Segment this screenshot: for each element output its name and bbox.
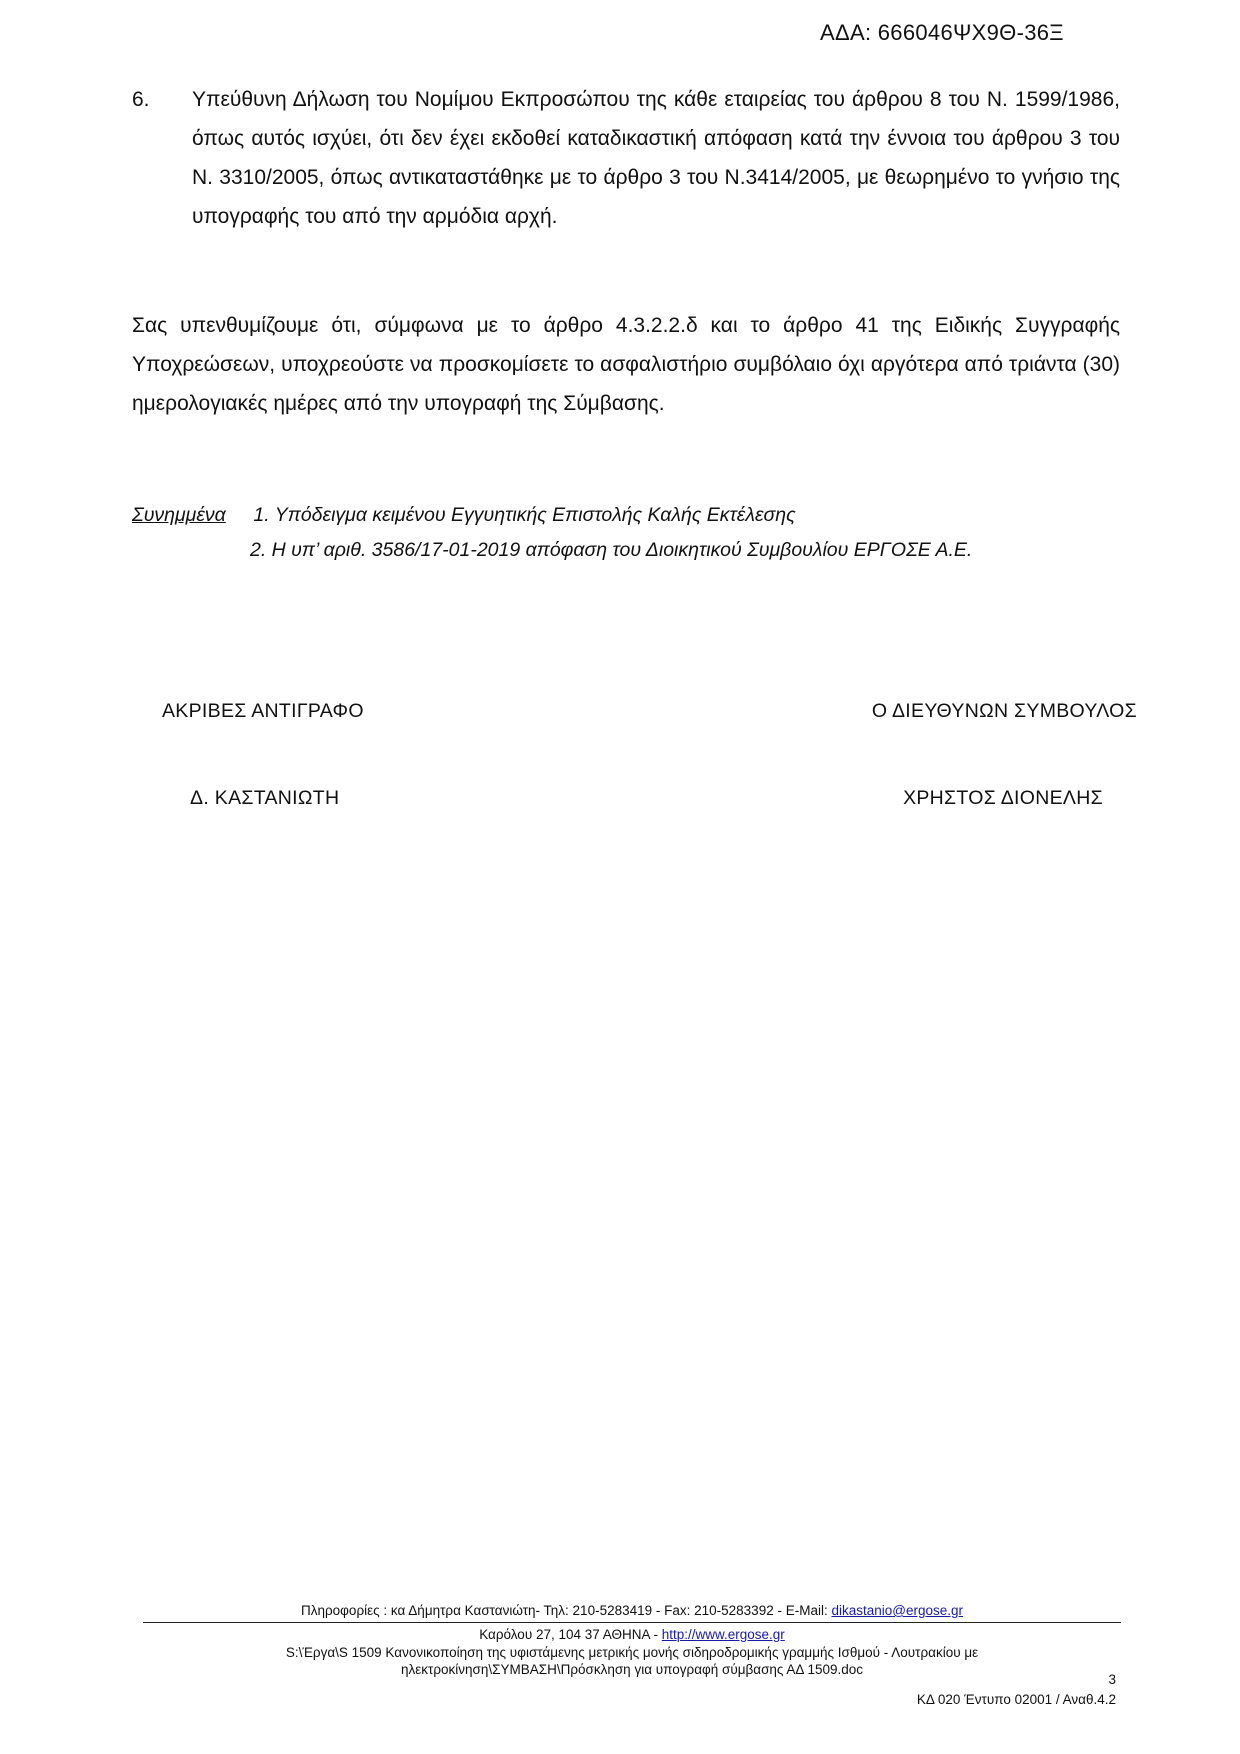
footer-address-line (143, 1626, 1121, 1643)
website-link[interactable]: http://www.ergose.gr (661, 1627, 785, 1642)
item-number: 6. (132, 88, 150, 111)
email-link[interactable]: dikastanio@ergose.gr (831, 1603, 963, 1618)
footer-divider (143, 1622, 1121, 1623)
attachment-item-1: 1. Υπόδειγμα κειμένου Εγγυητικής Επιστολής Καλής Εκτέλεσης (253, 504, 796, 526)
attachments-label: Συνημμένα (132, 504, 226, 526)
attachment-item-2: 2. Η υπ’ αριθ. 3586/17-01-2019 απόφαση του Διοικητικού Συμβουλίου ΕΡΓΟΣΕ Α.Ε. (250, 539, 973, 561)
form-code: ΚΔ 020 Έντυπο 02001 / Αναθ.4.2 (916, 1692, 1116, 1707)
numbered-item-6 (132, 80, 1120, 236)
attachments-block (132, 498, 972, 568)
footer-info-text: Πληροφορίες : κα Δήμητρα Καστανιώτη- Τηλ: 210-5283419 - Fax: 210-5283392 - E-Mail: (300, 1603, 832, 1618)
signature-left-name: Δ. ΚΑΣΤΑΝΙΩΤΗ (190, 787, 340, 809)
reminder-paragraph: Σας υπενθυμίζουμε ότι, σύμφωνα με το άρθρο 4.3.2.2.δ και το άρθρο 41 της Ειδικής Συγγραφής Υποχρεώσεων, υποχρεούστε να προσκομίσετε το ασφαλιστήριο συμβόλαιο όχι αργότερα από τριάντα (30) ημερολογιακές ημέρες από την υπογραφή της Σύμβασης. (132, 314, 1120, 415)
signature-left-title: ΑΚΡΙΒΕΣ ΑΝΤΙΓΡΑΦΟ (162, 700, 364, 722)
item-text: Υπεύθυνη Δήλωση του Νομίμου Εκπροσώπου της κάθε εταιρείας του άρθρου 8 του Ν. 1599/1986, όπως αυτός ισχύει, ότι δεν έχει εκδοθεί καταδικαστική απόφαση κατά την έννοια του άρθρου 3 του Ν. 3310/2005, όπως αντικαταστάθηκε με το άρθρο 3 του Ν.3414/2005, με θεωρημένο το γνήσιο της υπογραφής του από την αρμόδια αρχή. (192, 88, 1120, 228)
footer-path-line-1: S:\Έργα\S 1509 Κανονικοποίηση της υφιστάμενης μετρικής μονής σιδηροδρομικής γραμμής Ισθμού - Λουτρακίου με (285, 1645, 979, 1660)
footer-contact-line (143, 1602, 1121, 1619)
signature-right-title: Ο ΔΙΕΥΘΥΝΩΝ ΣΥΜΒΟΥΛΟΣ (871, 700, 1137, 722)
signature-right-name: ΧΡΗΣΤΟΣ ΔΙΟΝΕΛΗΣ (903, 787, 1103, 809)
ada-identifier: ΑΔΑ: 666046ΨΧ9Θ-36Ξ (820, 20, 1064, 45)
page-number: 3 (1108, 1672, 1116, 1687)
footer-path-line-2: ηλεκτροκίνηση\ΣΥΜΒΑΣΗ\Πρόσκληση για υπογραφή σύμβασης ΑΔ 1509.doc (400, 1662, 864, 1677)
footer-address-text: Καρόλου 27, 104 37 ΑΘΗΝΑ - (479, 1627, 662, 1642)
